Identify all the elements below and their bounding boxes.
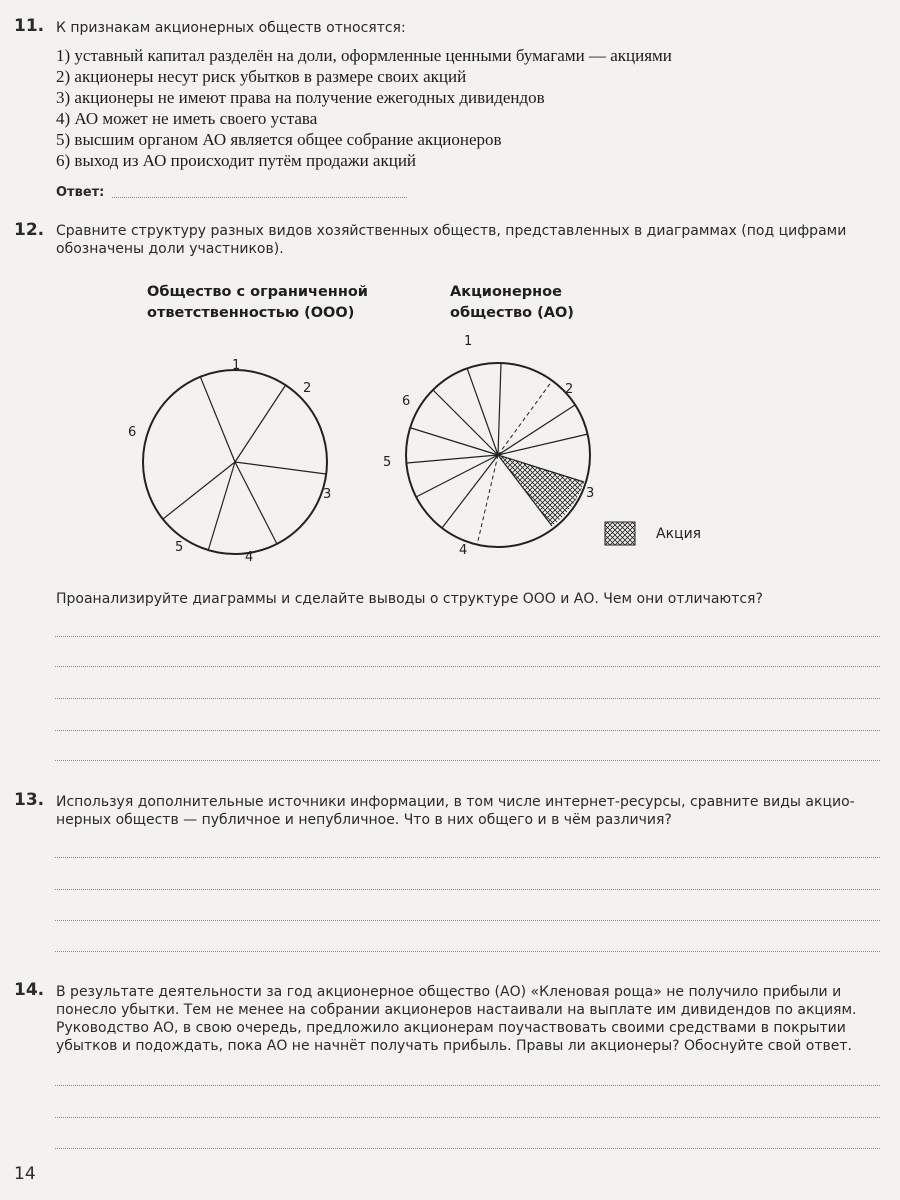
- chart-ao-title: Акционерное общество (АО): [450, 284, 574, 321]
- question-12-prompt-line1: Сравните структуру разных видов хозяйственных обществ, представленных в диаграммах (под цифрами: [56, 223, 847, 239]
- ao-slice-label-2: 2: [565, 382, 574, 397]
- ooo-slice-boundary: [235, 462, 326, 474]
- ooo-slice-boundary: [235, 386, 285, 462]
- q12-answer-line-4[interactable]: [55, 730, 880, 731]
- ao-slice-label-3: 3: [586, 486, 595, 501]
- question-13-number: 13.: [14, 790, 45, 810]
- ooo-slice-boundary: [235, 462, 277, 544]
- question-12-task: Проанализируйте диаграммы и сделайте выводы о структуре ООО и АО. Чем они отличаются?: [56, 591, 763, 607]
- question-14-line-3: Руководство АО, в свою очередь, предложило акционерам поучаствовать своими средствами в покрытии: [56, 1020, 846, 1036]
- question-13-prompt-line1: Используя дополнительные источники информации, в том числе интернет-ресурсы, сравните виды акцио-: [56, 794, 855, 810]
- question-12-number: 12.: [14, 220, 45, 240]
- legend-share-swatch: [605, 522, 635, 545]
- question-14-line-2: понесло убытки. Тем не менее на собрании акционеров настаивали на выплате им дивидендов по акциям.: [56, 1002, 857, 1018]
- ao-pie: [383, 334, 594, 558]
- q11-answer-label: Ответ:: [56, 185, 105, 200]
- q14-answer-line-2[interactable]: [55, 1117, 880, 1118]
- q13-answer-line-1[interactable]: [55, 857, 880, 858]
- ooo-slice-label-1: 1: [232, 358, 241, 373]
- q11-option-6: 6) выход из АО происходит путём продажи акций: [56, 151, 417, 170]
- ooo-slice-boundary: [208, 462, 235, 551]
- q11-option-5: 5) высшим органом АО является общее собрание акционеров: [56, 130, 502, 149]
- ooo-slice-label-4: 4: [245, 550, 254, 565]
- ao-slice-label-6: 6: [402, 394, 411, 409]
- chart-ooo-title: Общество с ограниченной ответственностью (ООО): [147, 284, 368, 321]
- ooo-slice-boundary: [163, 462, 235, 519]
- ooo-pie: [128, 358, 331, 565]
- ooo-slice-label-5: 5: [175, 540, 184, 555]
- question-12-prompt-line2: обозначены доли участников).: [56, 241, 284, 257]
- q11-option-1: 1) уставный капитал разделён на доли, оформленные ценными бумагами — акциями: [56, 46, 672, 65]
- page-number: 14: [14, 1164, 36, 1184]
- ooo-slice-label-6: 6: [128, 425, 137, 440]
- q11-option-2: 2) акционеры несут риск убытков в размере своих акций: [56, 67, 467, 86]
- q14-answer-line-3[interactable]: [55, 1148, 880, 1149]
- question-14-line-4: убытков и подождать, пока АО не начнёт получать прибыль. Правы ли акционеры? Обоснуйте свой ответ.: [56, 1038, 852, 1054]
- question-11-prompt: К признакам акционерных обществ относятся:: [56, 20, 406, 36]
- q14-answer-line-1[interactable]: [55, 1085, 880, 1086]
- ao-slice-label-5: 5: [383, 455, 392, 470]
- q13-answer-line-3[interactable]: [55, 920, 880, 921]
- ao-slice-boundary: [498, 405, 575, 455]
- question-14-number: 14.: [14, 980, 45, 1000]
- question-14-line-1: В результате деятельности за год акционерное общество (АО) «Кленовая роща» не получило прибыли и: [56, 984, 842, 1000]
- q13-answer-line-4[interactable]: [55, 951, 880, 952]
- ooo-slice-label-3: 3: [323, 487, 332, 502]
- q11-option-3: 3) акционеры не имеют права на получение ежегодных дивидендов: [56, 88, 545, 107]
- q11-option-4: 4) АО может не иметь своего устава: [56, 109, 318, 128]
- q12-answer-line-3[interactable]: [55, 698, 880, 699]
- q13-answer-line-2[interactable]: [55, 889, 880, 890]
- ooo-slice-label-2: 2: [303, 381, 312, 396]
- ooo-slice-boundary: [200, 376, 235, 462]
- q12-answer-line-1[interactable]: [55, 636, 880, 637]
- ao-slice-label-1: 1: [464, 334, 473, 349]
- question-11-number: 11.: [14, 16, 45, 36]
- question-13-prompt-line2: нерных обществ — публичное и непубличное. Что в них общего и в чём различия?: [56, 812, 672, 828]
- q12-answer-line-5[interactable]: [55, 760, 880, 761]
- ao-slice-boundary: [498, 363, 501, 455]
- q12-answer-line-2[interactable]: [55, 666, 880, 667]
- legend-share-label: Акция: [656, 526, 702, 542]
- ao-slice-label-4: 4: [459, 543, 468, 558]
- ao-share-hatched-slice: [498, 455, 584, 526]
- ao-slice-boundary: [467, 368, 498, 455]
